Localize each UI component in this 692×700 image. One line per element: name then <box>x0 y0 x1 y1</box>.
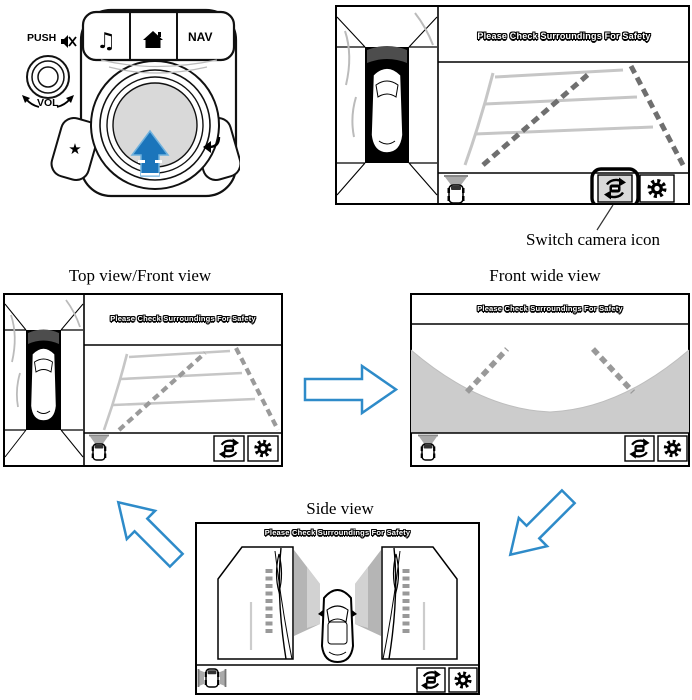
screen-top-front-view <box>3 293 283 467</box>
settings-button[interactable] <box>449 668 477 692</box>
mute-icon <box>61 35 76 48</box>
nav-button[interactable]: NAV <box>188 30 213 44</box>
volume-knob[interactable] <box>27 56 69 98</box>
side-view-car <box>318 590 357 662</box>
screen-side-view <box>195 522 480 695</box>
warning-banner: Please Check Surroundings For Safety <box>264 528 411 537</box>
switch-camera-button[interactable] <box>625 436 654 461</box>
settings-button[interactable] <box>658 436 687 461</box>
switch-camera-button[interactable] <box>592 169 638 205</box>
settings-button[interactable] <box>640 175 674 202</box>
warning-banner: Please Check Surroundings For Safety <box>477 304 623 313</box>
label-top-front-view: Top view/Front view <box>68 266 212 285</box>
car-icon <box>89 436 109 461</box>
star-icon <box>68 140 81 158</box>
music-button[interactable] <box>96 29 116 54</box>
flow-arrow-up-left <box>98 482 203 582</box>
screen-front-wide-art <box>410 293 690 467</box>
right-side-camera-panel <box>382 547 457 659</box>
push-label: PUSH <box>27 32 57 44</box>
switch-camera-button[interactable] <box>417 668 445 692</box>
car-icon <box>418 436 438 461</box>
callout-line <box>592 204 622 232</box>
screen-initial <box>335 5 690 205</box>
switch-camera-button[interactable] <box>214 436 244 461</box>
steering-controller <box>5 3 240 208</box>
settings-button[interactable] <box>248 436 278 461</box>
callout-label: Switch camera icon <box>525 230 661 249</box>
warning-banner: Please Check Surroundings For Safety <box>477 31 651 41</box>
flow-arrow-down-left <box>490 475 595 575</box>
music-note-icon: ♫ <box>96 29 116 54</box>
label-front-wide-view: Front wide view <box>489 266 601 285</box>
label-side-view: Side view <box>306 499 374 518</box>
svg-text:★: ★ <box>68 140 82 158</box>
car-icon <box>199 669 226 687</box>
screen-side-art <box>195 522 480 695</box>
vol-label: VOL <box>37 97 59 109</box>
top-view-car <box>26 344 61 421</box>
flow-arrow-right <box>302 362 400 417</box>
screen-front-wide-view <box>410 293 690 467</box>
car-icon <box>444 176 468 203</box>
left-side-camera-panel <box>218 547 293 659</box>
top-view-car <box>366 63 409 153</box>
warning-banner: Please Check Surroundings For Safety <box>110 314 256 323</box>
